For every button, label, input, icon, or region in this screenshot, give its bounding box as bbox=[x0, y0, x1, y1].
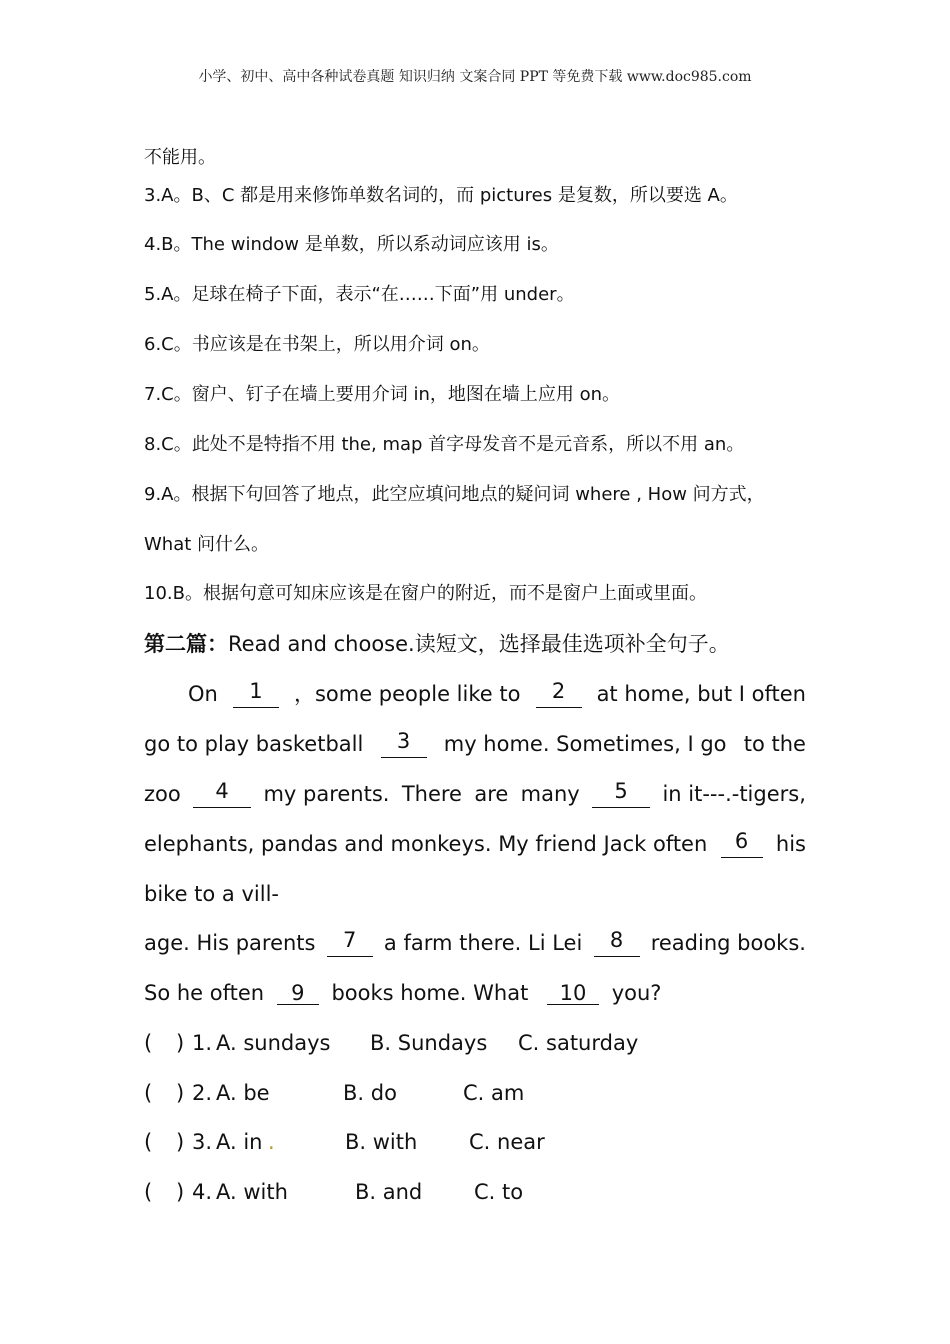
blank-6: 6 bbox=[721, 830, 763, 858]
option-a: A. with bbox=[216, 1180, 288, 1204]
blank-9: 9 bbox=[277, 982, 319, 1005]
section-title: Read and choose.读短文，选择最佳选项补全句子。 bbox=[228, 632, 730, 656]
passage-text: On bbox=[188, 682, 218, 706]
option-a: A. be bbox=[216, 1081, 270, 1105]
explanation-line: 5.A。足球在椅子下面，表示“在……下面”用 under。 bbox=[144, 284, 575, 305]
passage-text: So he often bbox=[144, 981, 265, 1005]
passage-line: bike to a vill- bbox=[144, 882, 279, 906]
option-c: C. am bbox=[463, 1081, 525, 1105]
option-b: B. and bbox=[355, 1180, 423, 1204]
answer-paren[interactable]: ( bbox=[144, 1180, 153, 1204]
question-number: 3. bbox=[192, 1130, 213, 1154]
passage-text: There bbox=[401, 782, 462, 806]
passage-text: go to play basketball bbox=[144, 732, 364, 756]
question-number: 2. bbox=[192, 1081, 213, 1105]
answer-paren: ) bbox=[176, 1081, 185, 1105]
explanation-line: 4.B。The window 是单数，所以系动词应该用 is。 bbox=[144, 234, 559, 255]
option-b: B. Sundays bbox=[370, 1031, 488, 1055]
option-b: B. do bbox=[343, 1081, 397, 1105]
passage-text: my parents. bbox=[263, 782, 390, 806]
passage-text: ，some people like to bbox=[293, 682, 521, 706]
passage-text: you? bbox=[611, 981, 662, 1005]
passage-text: in it---.-tigers, bbox=[662, 782, 806, 806]
passage-text: many bbox=[520, 782, 580, 806]
blank-7: 7 bbox=[327, 929, 373, 957]
passage-text: a farm there. Li Lei bbox=[383, 931, 583, 955]
option-b: B. with bbox=[345, 1130, 418, 1154]
explanation-line: 9.A。根据下句回答了地点，此空应填问地点的疑问词 where , How 问方式， bbox=[144, 484, 765, 505]
explanation-line: 6.C。书应该是在书架上，所以用介词 on。 bbox=[144, 334, 490, 355]
passage-text: are bbox=[474, 782, 509, 806]
passage-line bbox=[144, 929, 806, 957]
blank-3: 3 bbox=[381, 730, 427, 758]
question-number: 4. bbox=[192, 1180, 213, 1204]
passage-line bbox=[144, 979, 661, 1007]
explanation-line: 8.C。此处不是特指不用 the, map 首字母发音不是元音系，所以不用 an。 bbox=[144, 434, 745, 455]
answer-paren: ) bbox=[176, 1180, 185, 1204]
passage-text: at home, but I often bbox=[596, 682, 806, 706]
passage-line bbox=[144, 780, 806, 808]
blank-1: 1 bbox=[233, 680, 279, 708]
passage-text: his bbox=[775, 832, 806, 856]
passage-text: reading books. bbox=[650, 931, 806, 955]
passage-line bbox=[144, 680, 806, 708]
section-label: 第二篇： bbox=[144, 632, 228, 656]
explanation-line: What 问什么。 bbox=[144, 534, 270, 555]
blank-4: 4 bbox=[193, 780, 251, 808]
blank-10: 10 bbox=[547, 982, 599, 1005]
section-heading bbox=[144, 630, 730, 658]
passage-text: zoo bbox=[144, 782, 181, 806]
passage-text: to the bbox=[743, 732, 806, 756]
option-c: C. near bbox=[469, 1130, 545, 1154]
option-a: A. in bbox=[216, 1130, 263, 1154]
option-c: C. to bbox=[474, 1180, 524, 1204]
passage-text: elephants, pandas and monkeys. My friend Jack often bbox=[144, 832, 708, 856]
blank-2: 2 bbox=[536, 680, 582, 708]
answer-paren[interactable]: ( bbox=[144, 1081, 153, 1105]
passage-line bbox=[144, 830, 806, 858]
page-header: 小学、初中、高中各种试卷真题 知识归纳 文案合同 PPT 等免费下载 www.doc985.com bbox=[198, 69, 752, 85]
answer-paren: ) bbox=[176, 1130, 185, 1154]
passage-line bbox=[144, 730, 806, 758]
passage-text: age. His parents bbox=[144, 931, 316, 955]
passage-text: books home. What bbox=[331, 981, 529, 1005]
answer-paren[interactable]: ( bbox=[144, 1130, 153, 1154]
option-c: C. saturday bbox=[518, 1031, 639, 1055]
blank-8: 8 bbox=[594, 929, 640, 957]
question-number: 1. bbox=[192, 1031, 213, 1055]
stray-dot-mark: . bbox=[268, 1130, 275, 1154]
passage-text: my home. Sometimes, I go bbox=[443, 732, 727, 756]
explanation-line: 10.B。根据句意可知床应该是在窗户的附近，而不是窗户上面或里面。 bbox=[144, 583, 707, 604]
answer-paren: ) bbox=[176, 1031, 185, 1055]
blank-5: 5 bbox=[592, 780, 650, 808]
explanation-line: 3.A。B、C 都是用来修饰单数名词的，而 pictures 是复数，所以要选 A。 bbox=[144, 185, 738, 206]
explanation-line: 不能用。 bbox=[144, 147, 216, 168]
option-a: A. sundays bbox=[216, 1031, 331, 1055]
answer-paren[interactable]: ( bbox=[144, 1031, 153, 1055]
explanation-line: 7.C。窗户、钉子在墙上要用介词 in，地图在墙上应用 on。 bbox=[144, 384, 621, 405]
